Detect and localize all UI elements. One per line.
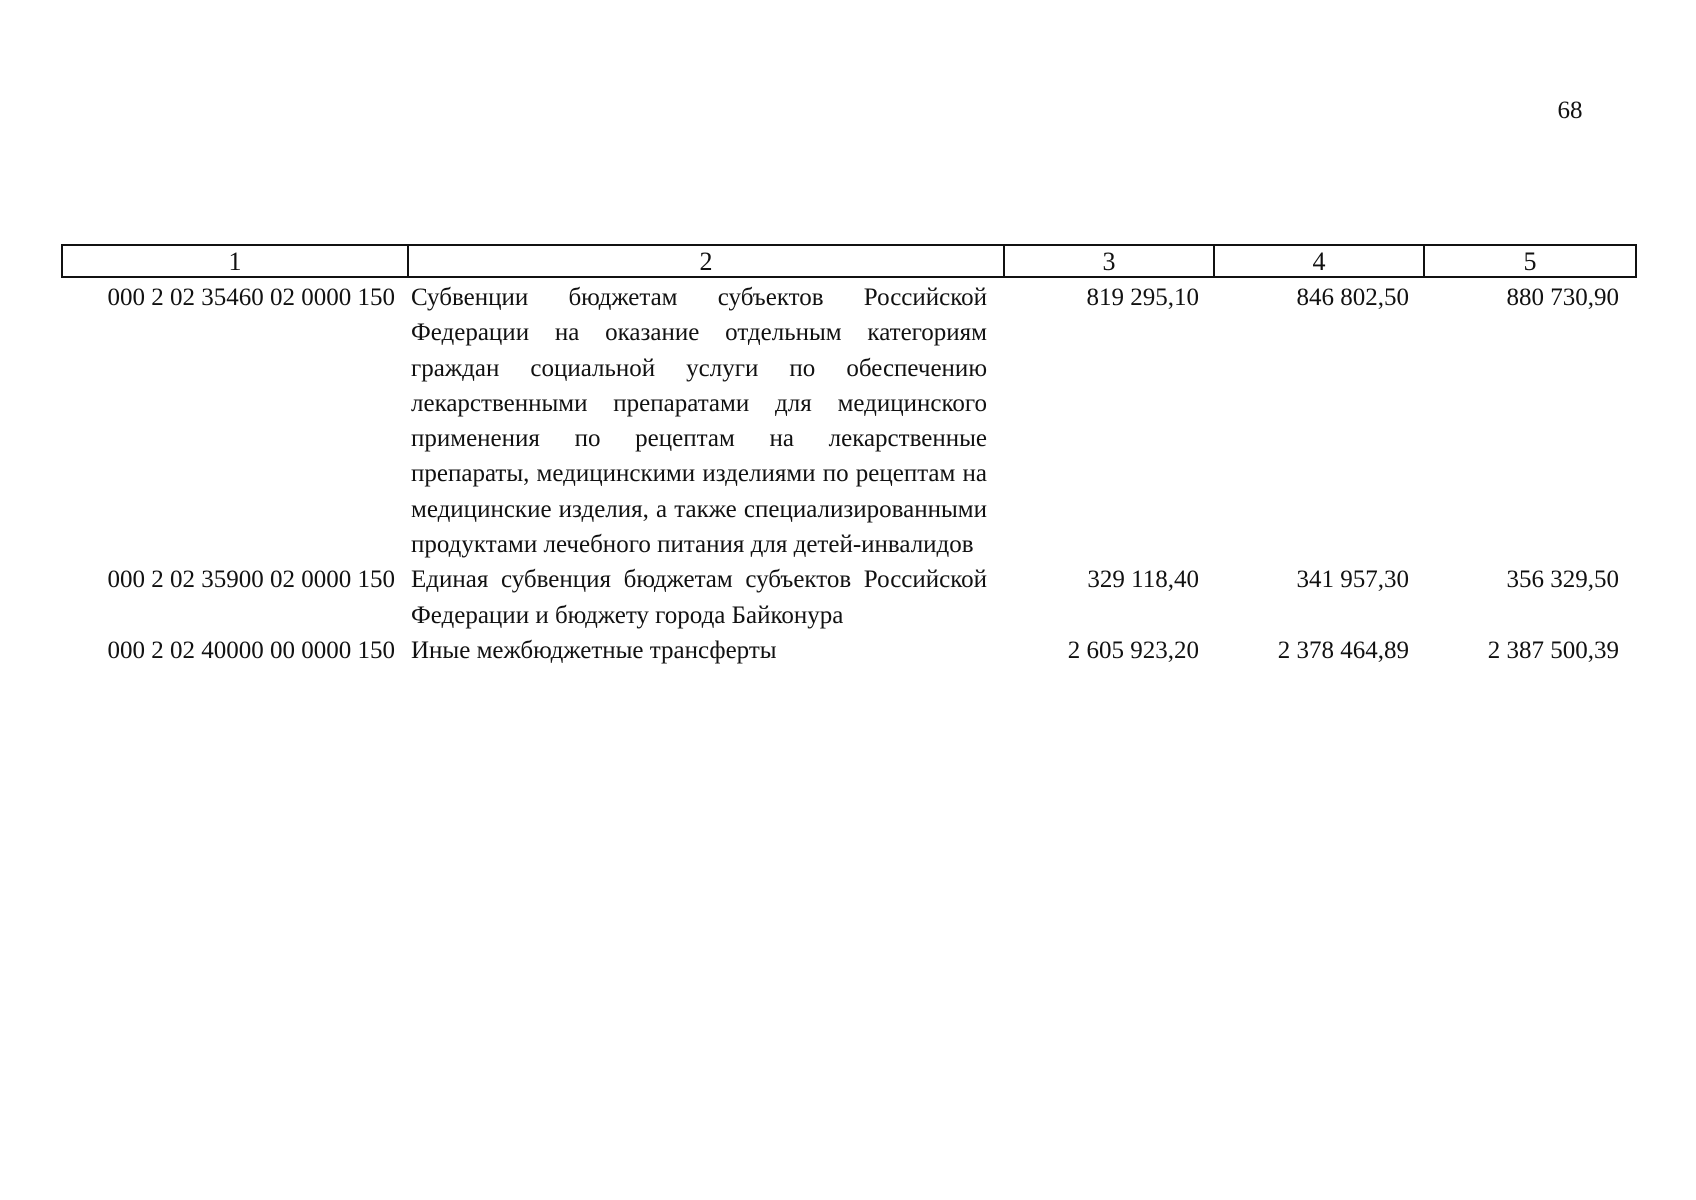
table-row xyxy=(61,562,1637,633)
amount-column-5: 356 329,50 xyxy=(1506,566,1619,594)
amount-column-3: 329 118,40 xyxy=(1087,566,1199,594)
budget-code: 000 2 02 35900 02 0000 150 xyxy=(107,566,395,594)
budget-code: 000 2 02 35460 02 0000 150 xyxy=(107,284,395,311)
amount-column-5: 2 387 500,39 xyxy=(1487,636,1619,664)
table-row xyxy=(61,633,1637,668)
table-row xyxy=(61,280,1637,562)
page-number: 68 xyxy=(1557,97,1583,124)
column-header-5: 5 xyxy=(1523,247,1537,276)
amount-column-5: 880 730,90 xyxy=(1506,284,1619,311)
budget-table xyxy=(61,244,1637,668)
budget-item-name: Субвенции бюджетам субъектов Российской Федерации на оказание отдельным категориям граждан социальной услуги по обеспечению лекарственными препаратами для медицинского применения по рецептам на лекарственные препараты, медицинскими изделиями по рецептам на медицинские изделия, а также специализированными продуктами лечебного питания для детей-инвалидов xyxy=(411,284,987,559)
column-header-4: 4 xyxy=(1215,246,1425,276)
column-header-2: 2 xyxy=(409,246,1005,276)
budget-item-name: Иные межбюджетные трансферты xyxy=(411,636,777,664)
amount-column-4: 846 802,50 xyxy=(1296,284,1409,311)
budget-item-name: Единая субвенция бюджетам субъектов Российской Федерации и бюджету города Байконура xyxy=(411,566,987,629)
column-header-1: 1 xyxy=(63,246,409,276)
amount-column-4: 2 378 464,89 xyxy=(1277,636,1409,664)
amount-column-3: 819 295,10 xyxy=(1086,284,1199,311)
budget-code: 000 2 02 40000 00 0000 150 xyxy=(107,636,395,664)
amount-column-3: 2 605 923,20 xyxy=(1067,636,1199,664)
table-header-row xyxy=(61,244,1637,278)
amount-column-4: 341 957,30 xyxy=(1296,566,1409,594)
column-header-3: 3 xyxy=(1005,246,1215,276)
